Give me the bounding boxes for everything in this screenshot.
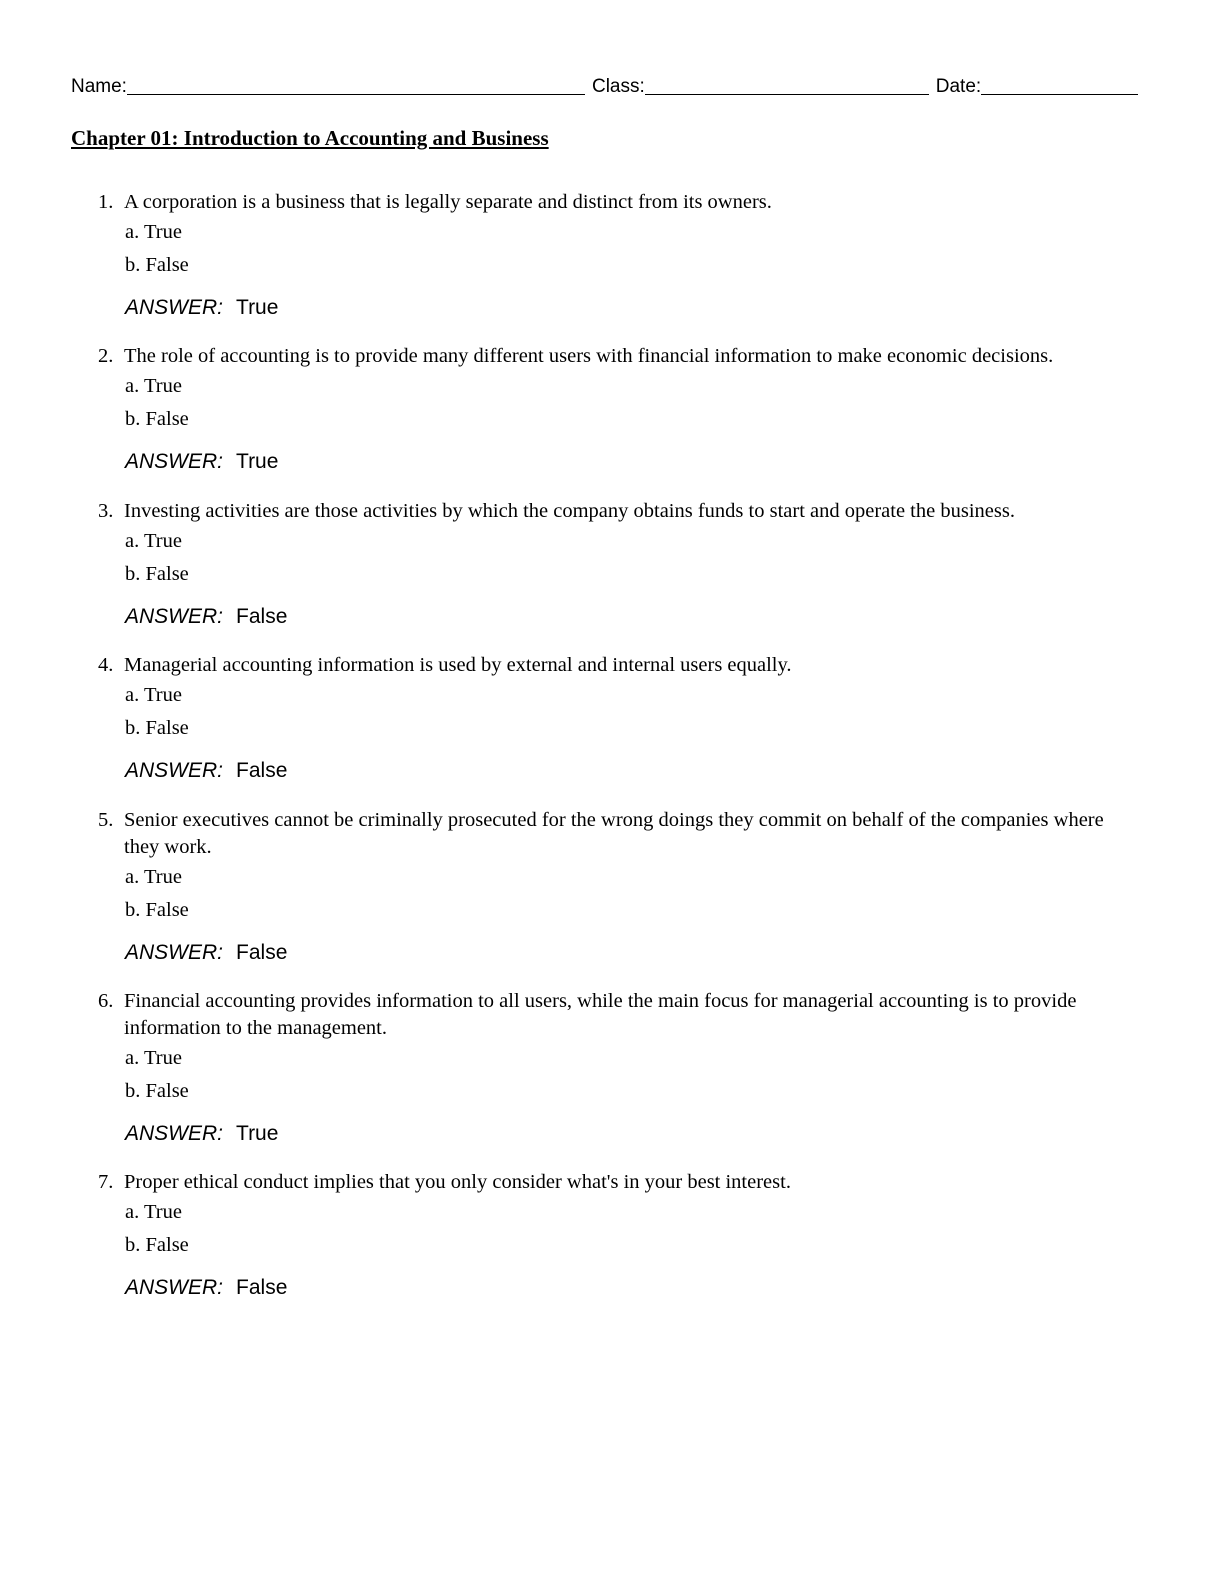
question-number: 1. (98, 191, 114, 213)
answer-label: ANSWER: (125, 296, 224, 319)
question-7 (98, 1169, 1128, 1301)
date-label: Date: (935, 76, 982, 97)
option-false: b. False (125, 408, 189, 430)
option-true: a. True (125, 1201, 182, 1223)
answer-value: False (236, 605, 288, 628)
question-number: 3. (98, 500, 114, 522)
question-number: 5. (98, 809, 114, 831)
option-true: a. True (125, 1047, 182, 1069)
answer-value: True (236, 450, 279, 473)
answer-line (98, 758, 1128, 784)
answer-label: ANSWER: (125, 759, 224, 782)
answer-value: True (236, 296, 279, 319)
question-1 (98, 189, 1128, 321)
question-number: 7. (98, 1171, 114, 1193)
answer-line (98, 295, 1128, 321)
answer-value: False (236, 759, 288, 782)
question-text: The role of accounting is to provide many different users with financial information to make economic decisions. (124, 345, 1054, 367)
option-true: a. True (125, 684, 182, 706)
answer-label: ANSWER: (125, 941, 224, 964)
question-text: Proper ethical conduct implies that you only consider what's in your best interest. (124, 1171, 791, 1193)
option-false: b. False (125, 717, 189, 739)
answer-label: ANSWER: (125, 450, 224, 473)
answer-label: ANSWER: (125, 1276, 224, 1299)
question-number: 4. (98, 654, 114, 676)
chapter-title: Chapter 01: Introduction to Accounting and Business (71, 126, 549, 150)
class-label: Class: (591, 76, 645, 97)
question-5 (98, 807, 1128, 966)
question-4 (98, 652, 1128, 784)
answer-value: True (236, 1122, 279, 1145)
name-field-line (127, 74, 585, 95)
answer-line (98, 604, 1128, 630)
option-false: b. False (125, 1080, 189, 1102)
answer-value: False (236, 1276, 288, 1299)
question-3 (98, 498, 1128, 630)
option-true: a. True (125, 375, 182, 397)
answer-line (98, 1275, 1128, 1301)
option-false: b. False (125, 899, 189, 921)
answer-line (98, 449, 1128, 475)
question-text: Financial accounting provides information to all users, while the main focus for managerial accounting is to provide information to the management. (124, 990, 1077, 1039)
answer-value: False (236, 941, 288, 964)
option-false: b. False (125, 254, 189, 276)
option-true: a. True (125, 530, 182, 552)
question-number: 2. (98, 345, 114, 367)
answer-label: ANSWER: (125, 1122, 224, 1145)
question-6 (98, 988, 1128, 1147)
option-true: a. True (125, 221, 182, 243)
option-false: b. False (125, 563, 189, 585)
question-text: Managerial accounting information is used by external and internal users equally. (124, 654, 792, 676)
name-label: Name: (71, 76, 127, 97)
option-false: b. False (125, 1234, 189, 1256)
answer-label: ANSWER: (125, 605, 224, 628)
question-text: Senior executives cannot be criminally prosecuted for the wrong doings they commit on behalf of the companies where they work. (124, 809, 1104, 858)
option-true: a. True (125, 866, 182, 888)
worksheet-header (71, 72, 1141, 98)
question-number: 6. (98, 990, 114, 1012)
question-text: A corporation is a business that is legally separate and distinct from its owners. (124, 191, 772, 213)
question-2 (98, 343, 1128, 475)
class-field-line (645, 74, 929, 95)
answer-line (98, 940, 1128, 966)
date-field-line (981, 74, 1138, 95)
question-text: Investing activities are those activities by which the company obtains funds to start and operate the business. (124, 500, 1015, 522)
answer-line (98, 1121, 1128, 1147)
